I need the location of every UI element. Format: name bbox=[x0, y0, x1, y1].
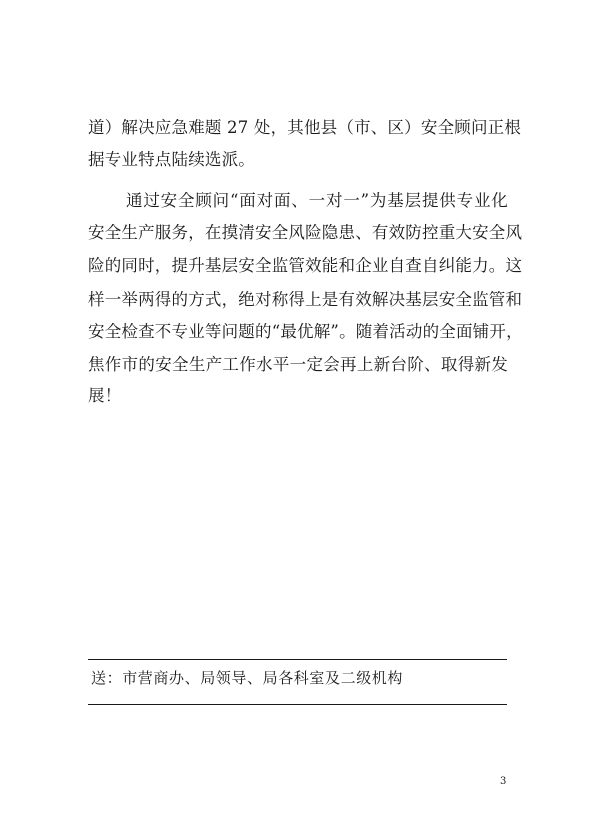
text-line: 通过安全顾问“面对面、一对一”为基层提供专业化 bbox=[126, 191, 508, 210]
text-line: 道）解决应急难题 27 处，其他县（市、区）安全顾问正根 bbox=[88, 118, 522, 137]
text-line: 安全生产服务，在摸清安全风险隐患、有效防控重大安全风 bbox=[88, 223, 523, 242]
page-number: 3 bbox=[500, 776, 507, 787]
text-line: 据专业特点陆续选派。 bbox=[88, 150, 255, 169]
text-line: 焦作市的安全生产工作水平一定会再上新台阶、取得新发 bbox=[88, 355, 508, 374]
divider-bottom bbox=[88, 704, 507, 705]
text-line: 样一举两得的方式，绝对称得上是有效解决基层安全监管和 bbox=[88, 290, 523, 309]
distribution-list: 送：市营商办、局领导、局各科室及二级机构 bbox=[91, 669, 404, 687]
divider-top bbox=[88, 659, 507, 660]
text-line: 险的同时，提升基层安全监管效能和企业自查自纠能力。这 bbox=[88, 256, 523, 275]
text-line: 安全检查不专业等问题的“最优解”。随着活动的全面铺开， bbox=[88, 322, 523, 341]
text-line: 展！ bbox=[88, 386, 122, 405]
